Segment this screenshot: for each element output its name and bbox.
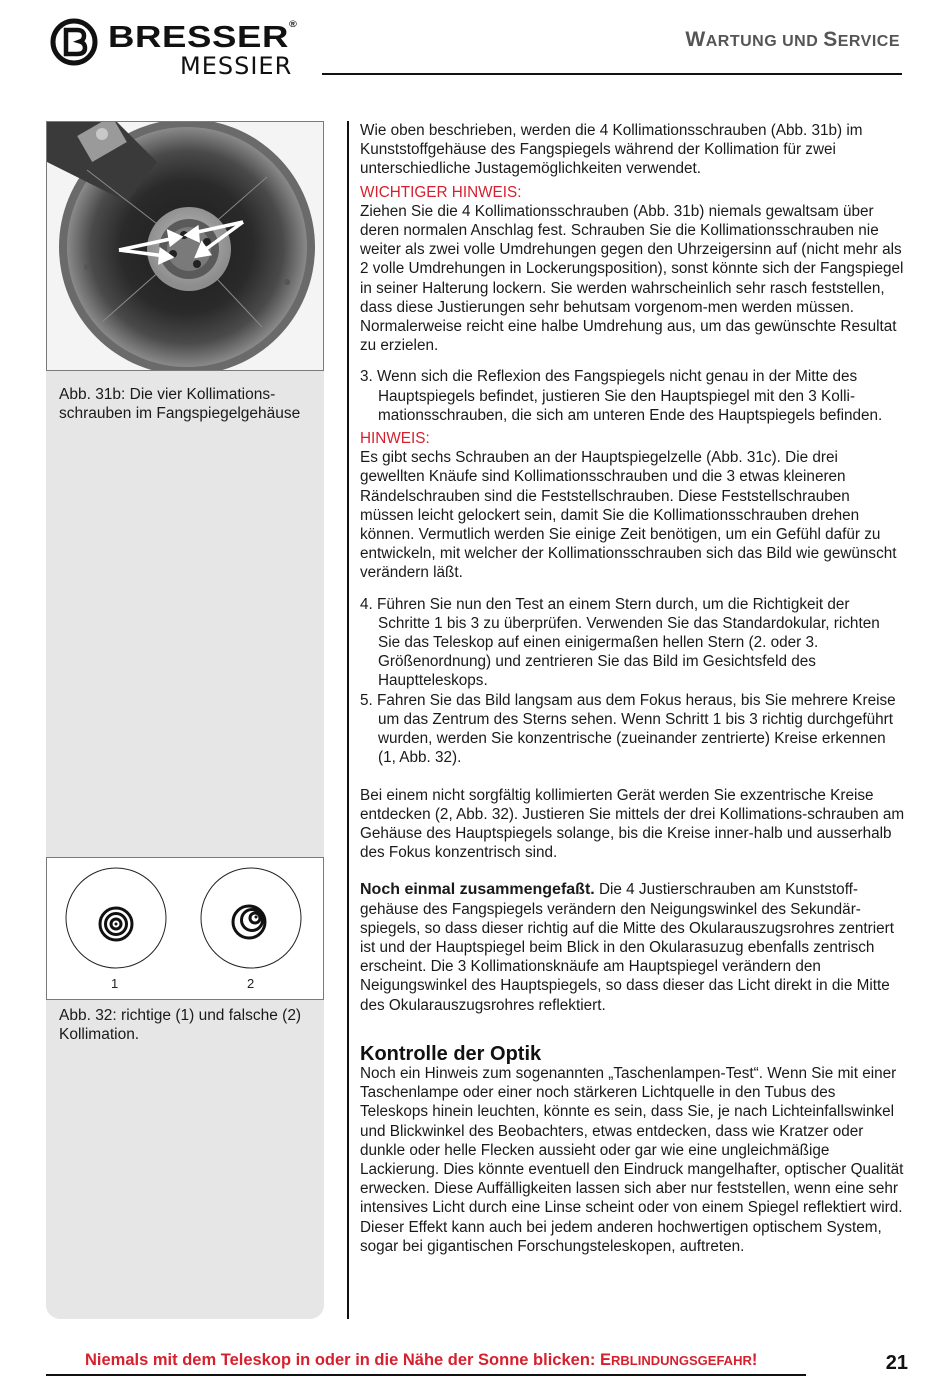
bresser-messier-logo bbox=[50, 14, 320, 80]
section-title: WARTUNG UND SERVICE bbox=[685, 28, 900, 51]
figure-32-label-1: 1 bbox=[111, 976, 119, 991]
brand-name: BRESSER® bbox=[108, 19, 298, 54]
main-content bbox=[360, 121, 905, 1256]
important-note-text: Ziehen Sie die 4 Kollimationsschrauben (Abb. 31b) niemals gewaltsam über deren normalen Anschlag fest. Schrauben Sie die Kollimationsschrauben nie weiter als zwei volle Umdrehungen gegen den Uhrzeigersinn auf (nicht mehr als 2 volle Umdrehungen in Lockerungsposition), sonst könnte sich der Fangspiegel in seiner Halterung lockern. Sie werden wahrscheinlich sehr rasch feststellen, dass diese Justierungen sehr behutsam vorgenom-men werden müssen. Normalerweise reicht eine halbe Umdrehung aus, um das gewünschte Resultat zu erzielen. bbox=[360, 202, 904, 355]
sun-warning: Niemals mit dem Teleskop in oder in die Nähe der Sonne blicken: ERBLINDUNGSGEFAHR! bbox=[85, 1351, 758, 1369]
figure-32 bbox=[46, 857, 324, 1000]
bresser-emblem-icon bbox=[50, 18, 98, 66]
important-note-label: WICHTIGER HINWEIS: bbox=[360, 183, 522, 201]
summary-heading: Noch einmal zusammengefaßt. bbox=[360, 881, 595, 899]
figure-32-caption: Abb. 32: richtige (1) und falsche (2) Kollimation. bbox=[59, 1007, 302, 1043]
summary-text: Die 4 Justierschrauben am Kunststoff-gehäuse des Fangspiegels verändern den Neigungswinkel des Sekundär-spiegels, so dass dieser richtig auf die Mitte des Okularauszugsrohres zentriert ist und der Hauptspiegel beim Blick in den Okularasuzug ebenfalls zentrisch erscheint. Die 3 Kollimationsknäufe am Hauptspiegel verändern den Neigungswinkel des Hauptspiegels, so dass dieser das Licht direkt in die Mitte des Okularauszugsrohres reflektiert. bbox=[360, 881, 894, 1014]
step-5: 5. Fahren Sie das Bild langsam aus dem Fokus heraus, bis Sie mehrere Kreise um das Zentrum des Sterns sehen. Wenn Schritt 1 bis 3 richtig durchgeführt wurden, werden Sie konzentrische (zueinander zentrierte) Kreise erkennen (1, Abb. 32). bbox=[360, 691, 896, 767]
note-text: Es gibt sechs Schrauben an der Hauptspiegelzelle (Abb. 31c). Die drei gewellten Knäufe sind Kollimationsschrauben und die 3 etwas kleineren Rändelschrauben sind die Feststellschrauben. Diese Feststellschrauben müssen leicht gelockert sein, damit Sie die Kollimationsschrauben drehen können. Vermutlich werden Sie einige Zeit benötigen, um ein Gefühl dafür zu entwickeln, mit welcher der Kollimationsschrauben sich das Bild wie gewünscht verändern läßt. bbox=[360, 449, 897, 582]
collimation-rings-diagram bbox=[47, 858, 323, 978]
figure-32-label-2: 2 bbox=[247, 976, 255, 991]
paragraph-excentric: Bei einem nicht sorgfältig kollimierten Gerät werden Sie exzentrische Kreise entdecken (2, Abb. 32). Justieren Sie mittels der drei Kollimations-schrauben am Gehäuse des Hauptspiegels solange, bis die Kreise inner-halb und ausserhalb des Fokus konzentrisch sind. bbox=[360, 786, 905, 862]
paragraph-summary bbox=[360, 880, 905, 1014]
subbrand-name: MESSIER bbox=[180, 52, 293, 80]
secondary-mirror-housing-photo bbox=[47, 122, 323, 370]
paragraph-intro: Wie oben beschrieben, werden die 4 Kollimationsschrauben (Abb. 31b) im Kunststoffgehäuse des Fangspiegels während der Kollimation für zwei unterschiedliche Justagemöglichkeiten verwendet. bbox=[360, 122, 863, 178]
footer-rule bbox=[46, 1374, 806, 1376]
figure-31b bbox=[46, 121, 324, 371]
paragraph-optics: Noch ein Hinweis zum sogenannten „Taschenlampen-Test“. Wenn Sie mit einer Taschenlampe oder einer noch stärkeren Lichtquelle in den Tubus des Teleskops hinein leuchten, könnte es sein, dass Sie, je nach Lichteinfallswinkel und Blickwinkel des Beobachters, etwas entdecken, dass wie Kratzer oder dunkle oder helle Flecken aussieht oder gar wie eine ungleichmäßige Lackierung. Dies könnte eventuell den Eindruck mangelhafter, optischer Qualität erwecken. Diese Auffälligkeiten lassen sich aber nur feststellen, wenn eine sehr intensives Licht durch eine Linse scheint oder von einem Spiegel reflektiert wird. Dieser Effekt kann auch bei jedem anderen hochwertigen optischem System, sogar bei gigantischen Forschungsteleskopen, auftreten. bbox=[360, 1064, 904, 1255]
column-divider bbox=[347, 121, 349, 1319]
step-3: 3. Wenn sich die Reflexion des Fangspiegels nicht genau in der Mitte des Hauptspiegels befindet, justieren Sie den Hauptspiegel mit den 3 Kolli-mationsschrauben, die sich am unteren Ende des Hauptspiegels befinden. bbox=[360, 368, 883, 424]
heading-optics: Kontrolle der Optik bbox=[360, 1042, 542, 1065]
note-label: HINWEIS: bbox=[360, 430, 430, 448]
page-number: 21 bbox=[885, 1352, 908, 1374]
figure-31b-caption: Abb. 31b: Die vier Kollimations-schrauben im Fangspiegelgehäuse bbox=[59, 386, 301, 422]
step-4: 4. Führen Sie nun den Test an einem Stern durch, um die Richtigkeit der Schritte 1 bis 3 zu überprüfen. Verwenden Sie das Standardokular, richten Sie das Teleskop auf einen einigermaßen hellen Stern (2. oder 3. Größenordnung) und zentrieren Sie das Bild im Gesichtsfeld des Hauptteleskops. bbox=[360, 595, 880, 690]
header-rule bbox=[322, 73, 902, 75]
